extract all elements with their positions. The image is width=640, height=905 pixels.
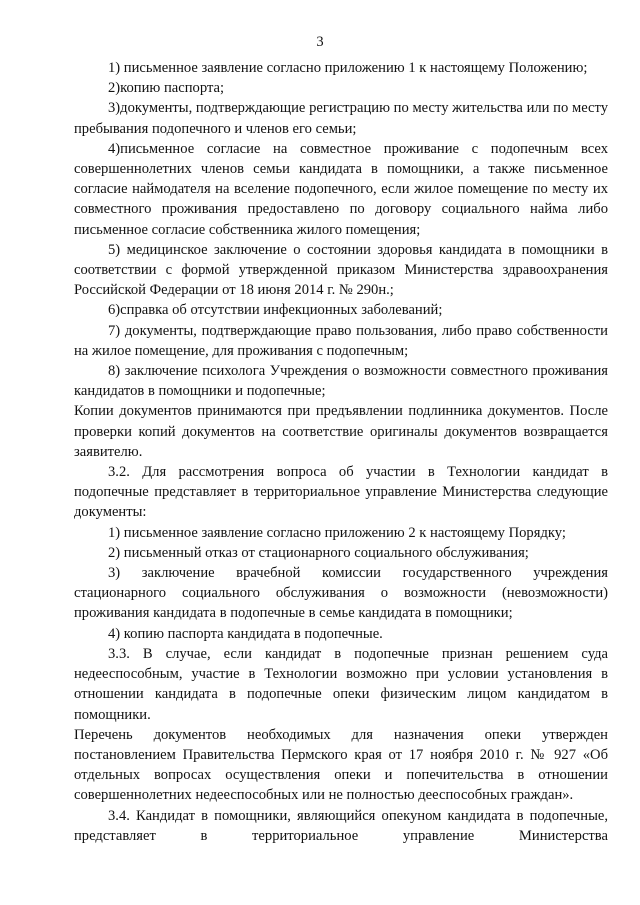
document-body	[74, 58, 608, 846]
page-number: 3	[316, 34, 324, 50]
paragraph: 1) письменное заявление согласно приложению 2 к настоящему Порядку;	[108, 524, 566, 541]
paragraph: 4)письменное согласие на совместное проживание с подопечным всех совершеннолетних членов семьи кандидата в помощники, а также письменное согласие наймодателя на вселение подопечного, если жилое помещение по месту их совместного проживания предоставлено по договору социального найма либо письменное согласие собственника жилого помещения;	[74, 140, 608, 238]
paragraph: 6)справка об отсутствии инфекционных заболеваний;	[108, 302, 443, 319]
paragraph: Копии документов принимаются при предъявлении подлинника документов. После проверки копий документов на соответствие оригиналы документов возвращается заявителю.	[74, 403, 608, 460]
paragraph: 8) заключение психолога Учреждения о возможности совместного проживания кандидатов в помощники и подопечные;	[74, 363, 608, 400]
paragraph: 3.3. В случае, если кандидат в подопечные признан решением суда недееспособным, участие в Технологии возможно при условии установления в отношении кандидата в подопечные опеки физическим лицом кандидатом в помощники.	[74, 645, 608, 723]
paragraph: 4) копию паспорта кандидата в подопечные.	[108, 625, 383, 642]
paragraph: 3)документы, подтверждающие регистрацию по месту жительства или по месту пребывания подопечного и членов его семьи;	[74, 100, 608, 137]
paragraph: 3.4. Кандидат в помощники, являющийся опекуном кандидата в подопечные, представляет в территориальное управление Министерства	[74, 807, 608, 844]
paragraph: 2)копию паспорта;	[108, 80, 225, 97]
paragraph: 7) документы, подтверждающие право пользования, либо право собственности на жилое помещение, для проживания с подопечным;	[74, 322, 608, 359]
paragraph: 5) медицинское заключение о состоянии здоровья кандидата в помощники в соответствии с формой утвержденной приказом Министерства здравоохранения Российской Федерации от 18 июня 2014 г. № 290н.;	[74, 241, 608, 299]
paragraph: Перечень документов необходимых для назначения опеки утвержден постановлением Правительства Пермского края от 17 ноября 2010 г. № 927 «Об отдельных вопросах осуществления опеки и попечительства в отношении совершеннолетних недееспособных или не полностью дееспособных граждан».	[74, 726, 608, 804]
paragraph: 2) письменный отказ от стационарного социального обслуживания;	[108, 544, 529, 561]
paragraph: 1) письменное заявление согласно приложению 1 к настоящему Положению;	[108, 60, 588, 76]
paragraph: 3.2. Для рассмотрения вопроса об участии в Технологии кандидат в подопечные представляет в территориальное управление Министерства следующие документы:	[74, 464, 608, 521]
paragraph: 3) заключение врачебной комиссии государственного учреждения стационарного социального обслуживания о возможности (невозможности) проживания кандидата в подопечные в семье кандидата в помощники;	[74, 565, 608, 622]
